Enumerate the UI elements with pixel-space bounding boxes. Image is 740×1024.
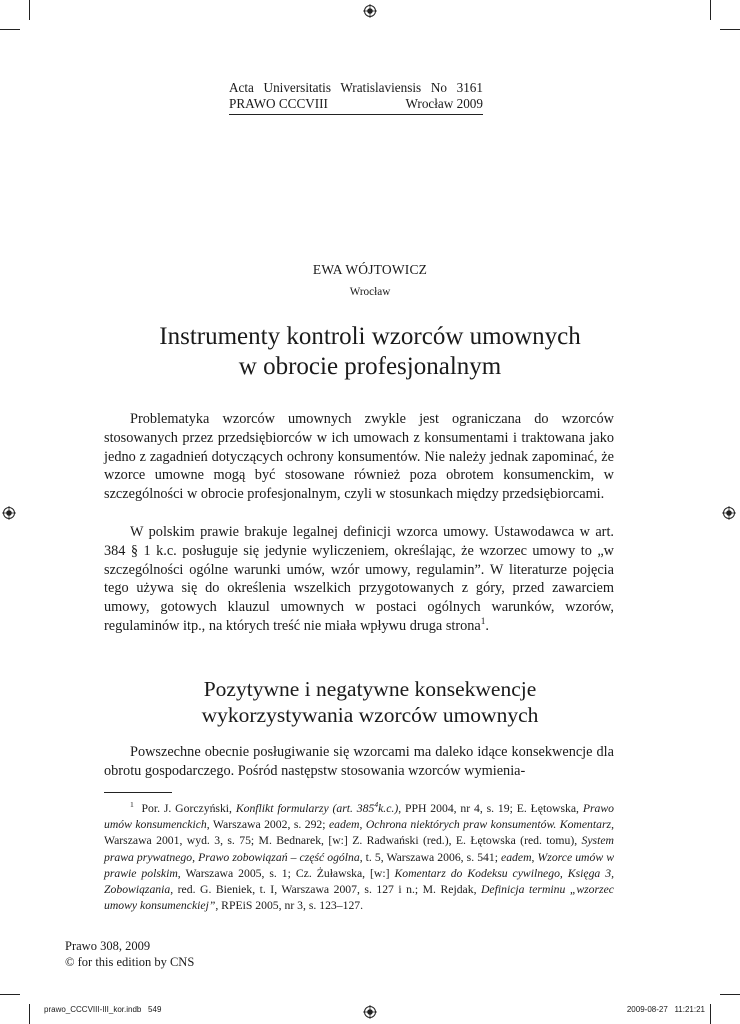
- paragraph-3: Powszechne obecnie posługiwanie się wzorcami ma daleko idące konsekwencje dla obrotu gospodarczego. Pośród następstw stosowania wzorców wymienia-: [104, 744, 614, 779]
- journal-header: Acta Universitatis Wratislaviensis No 3161: [229, 80, 483, 95]
- footnote-text: ,: [531, 850, 538, 864]
- article-title: [60, 322, 680, 382]
- footnote-italic: Komentarz do Kodeksu cywilnego, Księga 3, Zobowiązania: [104, 866, 614, 897]
- footnote-text: ,: [359, 818, 366, 832]
- slug-filename: prawo_CCCVIII-III_kor.indb 549: [44, 1005, 162, 1014]
- footnote-italic: k.c.): [378, 802, 399, 815]
- author-name: EWA WÓJTOWICZ: [312, 262, 428, 277]
- footnote-italic: Prawo umów konsumenckich: [104, 802, 614, 832]
- footnote-italic: Wzorce umów w prawie polskim: [104, 850, 614, 880]
- section-heading-line-2: wykorzystywania wzorców umownych: [201, 703, 539, 727]
- registration-mark-icon: [722, 506, 736, 520]
- header-rule: [229, 114, 483, 115]
- crop-mark-bottom-left-h: [0, 994, 20, 995]
- footnote-italic: Ochrona niektórych praw konsumentów. Komentarz: [365, 818, 612, 832]
- crop-mark-bottom-right-h: [720, 994, 740, 995]
- crop-mark-top-right-v: [710, 0, 711, 20]
- series-name: PRAWO CCCVIII: [229, 96, 328, 111]
- footnote-superscript: 4: [374, 800, 379, 810]
- crop-mark-top-left-h: [0, 29, 20, 30]
- imprint-issue: Prawo 308, 2009: [65, 939, 151, 953]
- place-year: Wrocław 2009: [405, 96, 483, 111]
- registration-mark-icon: [363, 1005, 377, 1019]
- footnote-text: , PPH 2004, nr 4, s. 19; E. Łętowska,: [398, 802, 583, 815]
- footnote-italic: System prawa prywatnego, Prawo zobowiązań – część ogólna: [104, 834, 614, 864]
- footnote-text: , Warszawa 2005, s. 1; Cz. Żuławska, [w:]: [177, 866, 395, 880]
- footnote-number: 1: [130, 800, 134, 810]
- registration-mark-icon: [2, 506, 16, 520]
- title-line-1: Instrumenty kontroli wzorców umownych: [159, 323, 581, 350]
- crop-mark-bottom-left-v: [29, 1004, 30, 1024]
- section-heading-line-1: Pozytywne i negatywne konsekwencje: [203, 677, 537, 701]
- footnote-text: Por. J. Gorczyński,: [141, 802, 236, 815]
- title-line-2: w obrocie profesjonalnym: [238, 353, 502, 380]
- footnote: [104, 801, 614, 914]
- imprint: [65, 939, 194, 970]
- paragraph-2: [104, 523, 614, 636]
- author-affiliation: Wrocław: [349, 286, 391, 298]
- paragraph-2-end: .: [485, 617, 489, 634]
- footnote-text: , red. G. Bieniek, t. I, Warszawa 2007, s. 127 i n.; M. Rejdak,: [170, 883, 481, 897]
- crop-mark-bottom-right-v: [710, 1004, 711, 1024]
- footnote-italic: eadem: [501, 850, 532, 864]
- paragraph-1: Problematyka wzorców umownych zwykle jest ograniczana do wzorców stosowanych przez przedsiębiorców w ich umowach z konsumentami i traktowana jako jedno z zagadnień dotyczących ochrony konsumentów. Nie należy jednak zapominać, że wzorce umowne mogą być stosowane również poza obrotem konsumenckim, w szczególności w obrocie profesjonalnym, czyli w stosunkach między przedsiębiorcami.: [104, 411, 614, 503]
- series-header: [229, 96, 483, 112]
- footnote-italic: Definicja terminu „wzorzec umowy konsumenckiej”: [104, 883, 614, 913]
- footnote-italic: Konflikt formularzy (art. 385: [235, 802, 375, 815]
- crop-mark-top-left-v: [29, 0, 30, 20]
- paragraph-2-text: W polskim prawie brakuje legalnej definicji wzorca umowy. Ustawodawca w art. 384 § 1 k.c. posługuje się jedynie wyliczeniem, określając, że wzorzec umowy to „w szczególności ogólne warunki umów, wzór umowy, regulamin”. W literaturze pojęcia tego używa się do określenia wszelkich przygotowanych z góry, przed zawarciem umowy, gotowych klauzul umownych w postaci ogólnych warunków, wzorów, regulaminów itp., na których treść nie miała wpływu druga strona: [104, 524, 614, 634]
- crop-mark-top-right-h: [720, 29, 740, 30]
- footnote-text: , Warszawa 2002, s. 292;: [206, 818, 329, 832]
- footnote-italic: eadem: [328, 818, 360, 832]
- footnote-text: , Warszawa 2001, wyd. 3, s. 75; M. Bednarek, [w:] Z. Radwański (red.), E. Łętowska (red. tomu),: [104, 818, 615, 848]
- footnote-reference: 1: [480, 617, 486, 628]
- slug-timestamp: 2009-08-27 11:21:21: [626, 1005, 705, 1014]
- footnote-text: , t. 5, Warszawa 2006, s. 541;: [359, 850, 502, 864]
- imprint-copyright: © for this edition by CNS: [65, 954, 195, 969]
- footnote-rule: [104, 792, 172, 793]
- registration-mark-icon: [363, 4, 377, 18]
- section-heading: [60, 676, 680, 728]
- footnote-text: , RPEiS 2005, nr 3, s. 123–127.: [215, 899, 364, 913]
